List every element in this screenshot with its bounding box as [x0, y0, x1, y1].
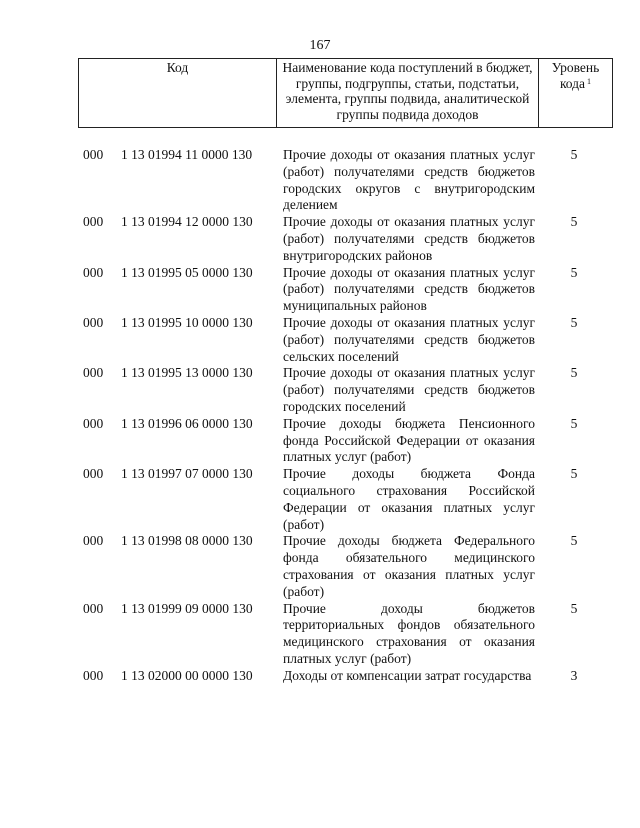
header-name-label: Наименование кода поступлений в бюджет, группы, подгруппы, статьи, подстатьи, элемента, группы подвида, аналитической группы подвида доходов: [282, 60, 533, 122]
row-level: 5: [570, 466, 578, 482]
row-code: 1 13 01995 05 0000 130: [121, 264, 253, 280]
row-level: 5: [570, 147, 578, 162]
row-prefix: 000: [83, 600, 104, 616]
row-name: Прочие доходы от оказания платных услуг (работ) получателями средств бюджетов муниципальных районов: [283, 264, 535, 314]
table-row: [0, 147, 640, 214]
row-name: Прочие доходы от оказания платных услуг (работ) получателями средств бюджетов сельских поселений: [283, 314, 535, 364]
row-prefix: 000: [83, 415, 104, 431]
row-name: Прочие доходы бюджета Фонда социального страхования Российской Федерации от оказания платных услуг (работ): [283, 466, 535, 532]
header-level: [538, 59, 612, 127]
row-code: 1 13 01996 06 0000 130: [121, 415, 253, 431]
table-header: [78, 58, 613, 128]
row-name: Прочие доходы бюджетов территориальных фондов обязательного медицинского страхования от оказания платных услуг (работ): [283, 600, 535, 666]
header-level-label: Уровень кода: [551, 60, 600, 91]
row-level: 5: [570, 214, 578, 230]
row-code: 1 13 02000 00 0000 130: [121, 667, 253, 683]
row-prefix: 000: [83, 667, 104, 683]
row-prefix: 000: [83, 314, 104, 330]
footnote-marker: 1: [587, 76, 592, 86]
row-name: Доходы от компенсации затрат государства: [283, 667, 532, 683]
page-number: 167: [309, 38, 331, 53]
table-body: [0, 147, 640, 685]
table-row: [0, 365, 640, 415]
table-row: [0, 265, 640, 315]
header-name: [276, 59, 538, 127]
row-code: 1 13 01994 11 0000 130: [121, 147, 253, 162]
row-level: 3: [570, 667, 578, 683]
row-prefix: 000: [83, 365, 104, 381]
row-code: 1 13 01995 10 0000 130: [121, 314, 253, 330]
row-prefix: 000: [83, 533, 104, 549]
row-name: Прочие доходы бюджета Пенсионного фонда Российской Федерации от оказания платных услуг (работ): [283, 415, 535, 465]
row-name: Прочие доходы бюджета Федерального фонда обязательного медицинского страхования от оказания платных услуг (работ): [283, 533, 535, 599]
table-row: [0, 533, 640, 600]
table-row: [0, 416, 640, 466]
header-code: [79, 59, 276, 127]
table-row: [0, 601, 640, 668]
row-prefix: 000: [83, 466, 104, 482]
row-level: 5: [570, 264, 578, 280]
row-code: 1 13 01994 12 0000 130: [121, 214, 253, 230]
header-code-label: Код: [166, 60, 189, 75]
row-level: 5: [570, 314, 578, 330]
row-code: 1 13 01997 07 0000 130: [121, 466, 253, 482]
row-level: 5: [570, 415, 578, 431]
table-row: [0, 214, 640, 264]
row-code: 1 13 01998 08 0000 130: [121, 533, 253, 549]
table-row: [0, 466, 640, 533]
row-name: Прочие доходы от оказания платных услуг (работ) получателями средств бюджетов внутригородских районов: [283, 214, 535, 263]
row-level: 5: [570, 533, 578, 549]
row-code: 1 13 01995 13 0000 130: [121, 365, 253, 381]
table-row: [0, 668, 640, 685]
row-name: Прочие доходы от оказания платных услуг (работ) получателями средств бюджетов городских округов с внутригородским делением: [283, 147, 535, 213]
table-row: [0, 315, 640, 365]
row-prefix: 000: [83, 214, 104, 230]
row-code: 1 13 01999 09 0000 130: [121, 600, 253, 616]
row-name: Прочие доходы от оказания платных услуг (работ) получателями средств бюджетов городских поселений: [283, 365, 535, 414]
row-prefix: 000: [83, 264, 104, 280]
row-level: 5: [570, 600, 578, 616]
row-level: 5: [570, 365, 578, 381]
row-prefix: 000: [83, 147, 104, 162]
